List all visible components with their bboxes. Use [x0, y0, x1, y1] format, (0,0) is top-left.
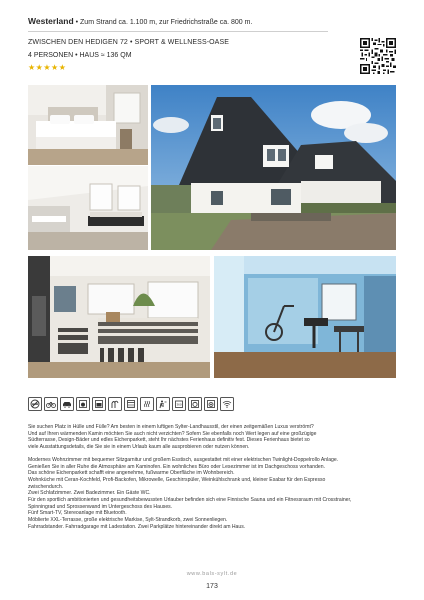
amenity-icons — [28, 397, 234, 411]
dishwasher-icon — [124, 397, 138, 411]
bicycle-icon — [44, 397, 58, 411]
location-line — [28, 16, 328, 28]
website-url: www.bals-sylt.de — [186, 571, 238, 577]
oven-icon — [92, 397, 106, 411]
description-line: Modernes Wohnzimmer mit bequemer Sitzgarnitur und großem Esstisch, ausgestattet mit einer elektrischen Twinlight-Doppelrollo Anlage. — [28, 456, 339, 463]
dryer-icon — [188, 397, 202, 411]
steam-icon — [140, 397, 154, 411]
car-icon — [60, 397, 74, 411]
bullet: • — [75, 19, 79, 26]
no-smoking-icon — [28, 397, 42, 411]
description-line: Und auf Ihren wärmenden Kamin möchten Sie auch nicht verzichten? Sofern Sie ebenfalls noch Wert legen auf eine großzügige — [28, 430, 317, 437]
bathroom-photo — [28, 166, 148, 250]
city-name: Westerland — [28, 16, 74, 26]
description-line: zwischendurch. — [28, 483, 64, 490]
description-line: Sie suchen Platz in Hülle und Fülle? Am besten in einem luftigen Sylter-Landhausstil, der einen zeitgemäßen Luxus verströmt? — [28, 424, 314, 430]
description-line: Südterrasse, Design-Bäder und edles Eichenparkett, steht Ihr nächstes Ferienhaus definitiv fest. Dieses Ferienhaus bietet so — [28, 437, 310, 444]
garden-icon — [108, 397, 122, 411]
bedroom-photo — [28, 85, 148, 165]
house-exterior-photo — [151, 85, 396, 250]
fireplace-icon — [172, 397, 186, 411]
description-line: Für den sportlich ambitionierten und gesundheitsbewussten Urlauber befinden sich eine Finnische Sauna und ein Fitnessraum mit Crosstrainer, — [28, 497, 352, 504]
wifi-icon — [220, 397, 234, 411]
description-line: Möblierte XXL-Terrasse, große elektrische Markise, Sylt-Strandkorb, zwei Sonnenliegen. — [28, 517, 228, 524]
description-line: Genießen Sie in aller Ruhe die Atmosphäre am Kaminofen. Ein wohnliches Büro oder Lesezimmer ist im Dachgeschoss vorhanden. — [28, 463, 326, 470]
washer-icon — [76, 397, 90, 411]
description-text — [28, 424, 400, 531]
living-room-photo — [28, 256, 210, 378]
listing-header — [28, 16, 328, 72]
description-line: Fünf Smart-TV, Stereoanlage mit Bluetooth. — [28, 510, 127, 517]
description-line: Fahrradstander. Fahrradgarage mit Ladestation. Zwei Parkplätze hintereinander direkt am Haus. — [28, 523, 246, 530]
sauna-icon — [156, 397, 170, 411]
washing-machine-icon — [204, 397, 218, 411]
description-line: Das schöne Eichenparkett schafft eine angenehme, fußwarme Oberfläche im Wohnbereich. — [28, 470, 235, 477]
listing-facts: 4 PERSONEN • HAUS ≈ 136 QM — [28, 52, 132, 59]
description-line: Zwei Schlafzimmer. Zwei Badezimmer. Ein Gäste WC. — [28, 490, 151, 497]
description-line: Spinningrad und Sprossenwand im Untergeschoss des Hauses. — [28, 503, 173, 510]
header-rule — [28, 31, 328, 32]
description-line: Wohnküche mit Ceran-Kochfeld, Profi-Backofen, Mikrowelle, Geschirrspüler, Weinkühlschrank und, kleiner Esabar für den Espresso — [28, 476, 326, 483]
fitness-room-photo — [214, 256, 396, 378]
svg-text:360: 360 — [176, 402, 182, 407]
listing-title: ZWISCHEN DEN HEDIGEN 72 • SPORT & WELLNESS-OASE — [28, 39, 229, 46]
page-number: 173 — [206, 583, 218, 590]
description-line: viele Ausstattungsdetails, die Sie sie in einem Urlaub kaum alle ausprobieren oder nutzen können. — [28, 444, 250, 451]
distances-text: Zum Strand ca. 1.100 m, zur Friedrichstraße ca. 800 m. — [80, 19, 253, 26]
qr-code-icon — [360, 38, 396, 74]
star-rating: ★★★★★ — [28, 63, 67, 72]
